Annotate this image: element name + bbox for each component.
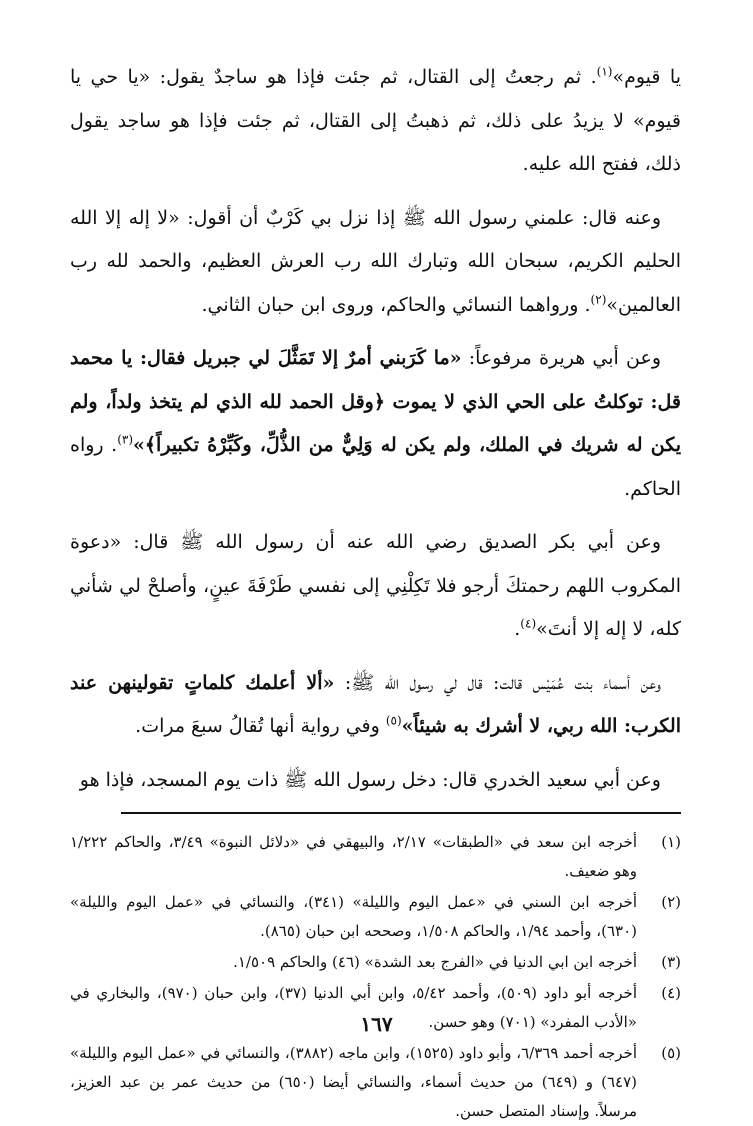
paragraph-text: . ورواهما النسائي والحاكم، وروى ابن حبان الثاني. (201, 293, 591, 316)
footnote-number: (٥) (661, 1044, 681, 1062)
quoted-hadith: «ما كَرَبني أمرٌ إلا تَمَثَّلَ لي جبريل فقال: يا محمد قل: توكلتُ على الحي الذي لا يموت ﴿وقل الحمد لله الذي لم يتخذ ولداً، ولم يكن له شريك في الملك، ولم يكن له وَلِيٌّ من الذُّلِّ، وكَبِّرْهُ تكبيراً﴾» (70, 347, 681, 456)
footnote-number: (١) (661, 833, 681, 851)
paragraph (70, 197, 681, 328)
footnote-number: (٤) (661, 984, 681, 1002)
page-number: ١٦٧ (360, 1012, 393, 1036)
footnote-marker: (٥) (385, 713, 402, 728)
footnotes (70, 828, 681, 1126)
footnote-text: أخرجه ابن سعد في «الطبقات» ٢/١٧، والبيهقي في «دلائل النبوة» ٣/٤٩، والحاكم ١/٢٢٢ وهو ضعيف. (70, 833, 637, 880)
footnote-item (70, 828, 681, 886)
footnote-item (70, 948, 681, 977)
footnote-text: أخرجه ابن ابي الدنيا في «الفرج بعد الشدة» (٤٦) والحاكم ١/٥٠٩. (233, 953, 637, 971)
footnote-marker: (٢) (590, 292, 607, 307)
paragraph-text: . رواه الحاكم. (70, 434, 681, 500)
paragraph (70, 521, 681, 652)
footnote-marker: (٤) (520, 616, 537, 631)
paragraph-text: . (514, 618, 521, 640)
footnote-number: (٢) (661, 893, 681, 911)
paragraph-text: يا قيوم» (612, 66, 682, 88)
paragraph (70, 337, 681, 511)
paragraph (70, 662, 681, 749)
footnote-rule-wrap (70, 812, 681, 814)
footnote-text: أخرجه أبو داود (٥٠٩)، وأحمد ٥/٤٢، وابن أبي الدنيا (٣٧)، وابن حبان (٩٧٠)، والبخاري في «الأدب المفرد» (٧٠١) وهو حسن. (70, 984, 637, 1031)
paragraph (70, 56, 681, 187)
footnote-item (70, 1039, 681, 1126)
main-text (70, 56, 681, 802)
paragraph (70, 759, 681, 803)
paragraph-text: وعنه قال: علمني رسول الله ﷺ إذا نزل بي كَرْبٌ أن أقول: «لا إله إلا الله الحليم الكريم، سبحان الله وتبارك الله رب العرش العظيم، والحمد لله رب العالمين» (70, 206, 681, 316)
footnote-separator (121, 812, 681, 814)
quoted-hadith: «ألا أعلمك كلماتٍ تقولينهن عند الكرب: الله ربي، لا أشرك به شيئاً» (70, 671, 681, 737)
paragraph-text: وفي رواية أنها تُقالُ سبعَ مرات. (135, 715, 386, 737)
footnote-marker: (٣) (117, 432, 134, 447)
paragraph-text: وعن أسماء بنت عُمَيْس قالت: قال لي رسول الله ﷺ: (334, 671, 661, 694)
paragraph-text: وعن أبي هريرة مرفوعاً: (461, 347, 661, 369)
footnote-marker: (١) (596, 64, 613, 79)
footnote-number: (٣) (661, 953, 681, 971)
paragraph-text: وعن أبي بكر الصديق رضي الله عنه أن رسول الله ﷺ قال: «دعوة المكروب اللهم رحمتكَ أرجو فلا تَكِلْنِي إلى نفسي طَرْفَةَ عينٍ، وأصلحْ لي شأني كله، لا إله إلا أنتَ» (70, 531, 681, 640)
footnote-text: أخرجه ابن السني في «عمل اليوم والليلة» (٣٤١)، والنسائي في «عمل اليوم والليلة» (٦٣٠)، وأحمد ١/٩٤، والحاكم ١/٥٠٨، وصححه ابن حبان (٨٦٥). (70, 893, 637, 940)
footnote-item (70, 888, 681, 946)
paragraph-text: . ثم رجعتُ إلى القتال، ثم جئت فإذا هو ساجدٌ يقول: «يا حي يا قيوم» لا يزيدُ على ذلك، ثم ذهبتُ إلى القتال، ثم جئت فإذا هو ساجد يقول ذلك، ففتح الله عليه. (70, 66, 681, 175)
footnote-text: أخرجه أحمد ٦/٣٦٩، وأبو داود (١٥٢٥)، وابن ماجه (٣٨٨٢)، والنسائي في «عمل اليوم والليلة» (٦٤٧) و (٦٤٩) من حديث أسماء، والنسائي أيضا (٦٥٠) من حديث عمر بن عبد العزيز، مرسلاً. وإسناد المتصل حسن. (70, 1044, 637, 1120)
paragraph-text: وعن أبي سعيد الخدري قال: دخل رسول الله ﷺ ذات يوم المسجد، فإذا هو (79, 768, 661, 791)
